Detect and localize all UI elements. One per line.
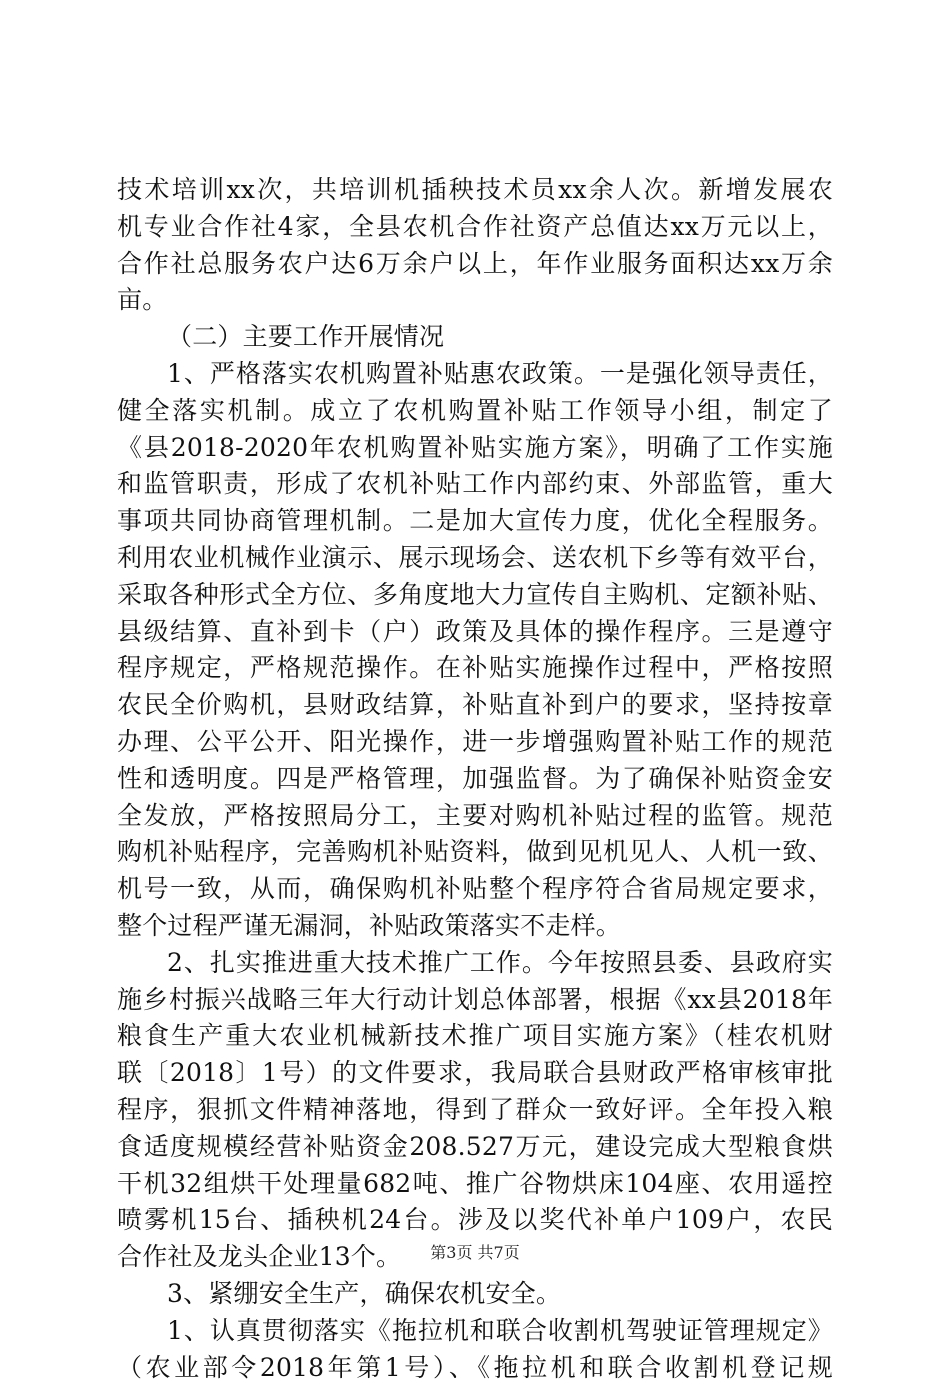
text-line: 《县2018-2020年农机购置补贴实施方案》，明确了工作实施 [117, 430, 833, 467]
text-line: 和监管职责，形成了农机补贴工作内部约束、外部监管，重大 [117, 466, 833, 503]
page-footer [0, 1240, 950, 1263]
text-line: 技术培训xx次，共培训机插秧技术员xx余人次。新增发展农 [117, 172, 833, 209]
text-line: 联〔2018〕1号）的文件要求，我局联合县财政严格审核审批 [117, 1055, 833, 1092]
text-line: 3、紧绷安全生产，确保农机安全。 [117, 1276, 833, 1313]
document-body [117, 172, 833, 1386]
text-line: 购机补贴程序，完善购机补贴资料，做到见机见人、人机一致、 [117, 834, 833, 871]
text-line: 事项共同协商管理机制。二是加大宣传力度，优化全程服务。 [117, 503, 833, 540]
text-line: 健全落实机制。成立了农机购置补贴工作领导小组，制定了 [117, 393, 833, 430]
text-line: （农业部令2018年第1号）、《拖拉机和联合收割机登记规 [117, 1350, 833, 1386]
text-line: 全发放，严格按照局分工，主要对购机补贴过程的监管。规范 [117, 798, 833, 835]
section-heading: （二）主要工作开展情况 [117, 319, 833, 356]
text-line: 1、认真贯彻落实《拖拉机和联合收割机驾驶证管理规定》 [117, 1313, 833, 1350]
text-line: 县级结算、直补到卡（户）政策及具体的操作程序。三是遵守 [117, 614, 833, 651]
text-line: 采取各种形式全方位、多角度地大力宣传自主购机、定额补贴、 [117, 577, 833, 614]
text-line: 合作社总服务农户达6万余户以上，年作业服务面积达xx万余 [117, 246, 833, 283]
text-line: 机号一致，从而，确保购机补贴整个程序符合省局规定要求， [117, 871, 833, 908]
page-number: 第3页 共7页 [430, 1243, 519, 1262]
text-line: 喷雾机15台、插秧机24台。涉及以奖代补单户109户，农民 [117, 1202, 833, 1239]
text-line: 粮食生产重大农业机械新技术推广项目实施方案》（桂农机财 [117, 1018, 833, 1055]
text-line: 1、严格落实农机购置补贴惠农政策。一是强化领导责任， [117, 356, 833, 393]
text-line: 利用农业机械作业演示、展示现场会、送农机下乡等有效平台， [117, 540, 833, 577]
text-line: 施乡村振兴战略三年大行动计划总体部署，根据《xx县2018年 [117, 982, 833, 1019]
text-line: 干机32组烘干处理量682吨、推广谷物烘床104座、农用遥控 [117, 1166, 833, 1203]
text-line: 程序规定，严格规范操作。在补贴实施操作过程中，严格按照 [117, 650, 833, 687]
text-line: 性和透明度。四是严格管理，加强监督。为了确保补贴资金安 [117, 761, 833, 798]
text-line: 食适度规模经营补贴资金208.527万元，建设完成大型粮食烘 [117, 1129, 833, 1166]
text-line: 程序，狠抓文件精神落地，得到了群众一致好评。全年投入粮 [117, 1092, 833, 1129]
text-line: 亩。 [117, 282, 833, 319]
text-line: 整个过程严谨无漏洞，补贴政策落实不走样。 [117, 908, 833, 945]
text-line: 合作社及龙头企业13个。 [117, 1239, 833, 1276]
text-line: 机专业合作社4家，全县农机合作社资产总值达xx万元以上， [117, 209, 833, 246]
text-line: 农民全价购机，县财政结算，补贴直补到户的要求，坚持按章 [117, 687, 833, 724]
text-line: 2、扎实推进重大技术推广工作。今年按照县委、县政府实 [117, 945, 833, 982]
text-line: 办理、公平公开、阳光操作，进一步增强购置补贴工作的规范 [117, 724, 833, 761]
